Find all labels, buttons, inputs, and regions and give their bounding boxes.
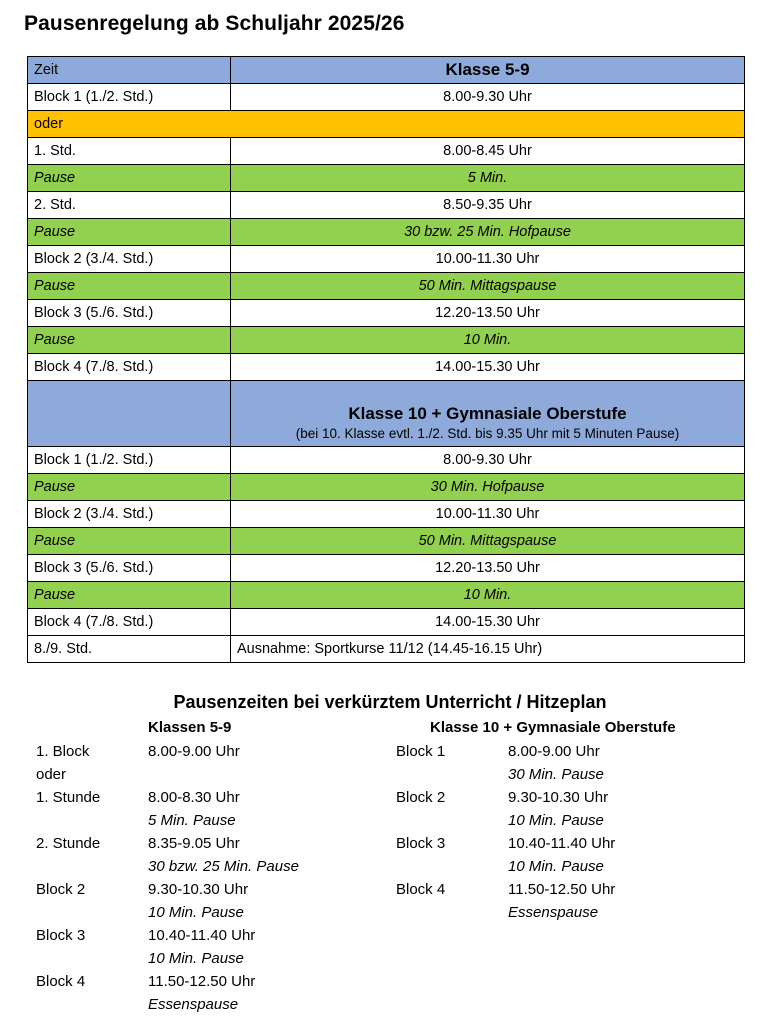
oder-row xyxy=(28,111,745,138)
short-row-label: Block 4 xyxy=(396,881,446,898)
short-row-label: Block 2 xyxy=(36,881,86,898)
short-row-time: 10.40-11.40 Uhr xyxy=(508,835,616,852)
pause-row xyxy=(28,273,745,300)
table-row xyxy=(28,300,745,327)
table-header-row-2 xyxy=(28,381,745,447)
row-value: 10 Min. xyxy=(231,582,745,609)
header-klasse-10: Klasse 10 + Gymnasiale Oberstufe xyxy=(348,404,627,423)
short-schedule-row xyxy=(36,786,366,809)
short-row-label: Block 1 xyxy=(396,743,446,760)
short-schedule-row xyxy=(36,809,366,832)
table-row xyxy=(28,609,745,636)
pause-row xyxy=(28,582,745,609)
short-schedule-right xyxy=(396,740,736,924)
short-row-label: 2. Stunde xyxy=(36,835,101,852)
short-schedule-row xyxy=(396,832,736,855)
short-right-heading: Klasse 10 + Gymnasiale Oberstufe xyxy=(430,719,676,736)
pause-row xyxy=(28,165,745,192)
short-row-time: 8.00-9.00 Uhr xyxy=(148,743,240,760)
short-row-label: 1. Block xyxy=(36,743,90,760)
table-row xyxy=(28,192,745,219)
row-value: 8.00-9.30 Uhr xyxy=(231,84,745,111)
page-title: Pausenregelung ab Schuljahr 2025/26 xyxy=(24,12,405,35)
short-row-label: Block 3 xyxy=(396,835,446,852)
row-label: Block 3 (5./6. Std.) xyxy=(28,300,231,327)
short-row-note: 30 Min. Pause xyxy=(508,766,604,783)
short-left-heading: Klassen 5-9 xyxy=(148,719,232,736)
short-row-note: 10 Min. Pause xyxy=(148,950,244,967)
row-value: 5 Min. xyxy=(231,165,745,192)
row-value: 12.20-13.50 Uhr xyxy=(231,555,745,582)
row-value: 50 Min. Mittagspause xyxy=(231,273,745,300)
table-row xyxy=(28,246,745,273)
short-schedule-row xyxy=(36,763,366,786)
row-label: Block 4 (7./8. Std.) xyxy=(28,609,231,636)
short-schedule-row xyxy=(36,855,366,878)
short-schedule-row xyxy=(36,878,366,901)
short-schedule-row xyxy=(396,740,736,763)
table-row xyxy=(28,555,745,582)
short-row-label: Block 4 xyxy=(36,973,86,990)
short-row-time: 11.50-12.50 Uhr xyxy=(148,973,256,990)
row-value: Ausnahme: Sportkurse 11/12 (14.45-16.15 Uhr) xyxy=(231,636,745,663)
row-value: 50 Min. Mittagspause xyxy=(231,528,745,555)
short-schedule-row xyxy=(396,763,736,786)
table-row xyxy=(28,636,745,663)
short-row-note: 10 Min. Pause xyxy=(508,858,604,875)
row-label: Pause xyxy=(28,273,231,300)
header2-cell xyxy=(231,381,745,447)
short-schedule-row xyxy=(396,809,736,832)
pause-row xyxy=(28,474,745,501)
short-row-time: 9.30-10.30 Uhr xyxy=(148,881,249,898)
row-value: 14.00-15.30 Uhr xyxy=(231,609,745,636)
row-value: 10 Min. xyxy=(231,327,745,354)
pause-row xyxy=(28,219,745,246)
short-schedule-left xyxy=(36,740,366,1016)
table-row xyxy=(28,84,745,111)
short-row-label: 1. Stunde xyxy=(36,789,101,806)
table-row xyxy=(28,138,745,165)
short-schedule-row xyxy=(36,832,366,855)
row-value: 8.00-8.45 Uhr xyxy=(231,138,745,165)
short-row-time: 8.00-9.00 Uhr xyxy=(508,743,600,760)
table-header-row xyxy=(28,57,745,84)
short-row-note: 5 Min. Pause xyxy=(148,812,236,829)
header-klasse-10-subtitle: (bei 10. Klasse evtl. 1./2. Std. bis 9.35 Uhr mit 5 Minuten Pause) xyxy=(295,426,680,441)
oder-cell: oder xyxy=(28,111,745,138)
short-schedule-row xyxy=(396,786,736,809)
row-value: 10.00-11.30 Uhr xyxy=(231,246,745,273)
short-schedule-row xyxy=(36,993,366,1016)
short-row-time: 11.50-12.50 Uhr xyxy=(508,881,616,898)
short-row-note: Essenspause xyxy=(508,904,599,921)
short-row-time: 8.00-8.30 Uhr xyxy=(148,789,240,806)
short-row-note: 10 Min. Pause xyxy=(508,812,604,829)
short-row-label: Block 3 xyxy=(36,927,86,944)
header-klasse-5-9: Klasse 5-9 xyxy=(231,57,745,84)
row-label: Block 1 (1./2. Std.) xyxy=(28,447,231,474)
row-value: 8.50-9.35 Uhr xyxy=(231,192,745,219)
short-schedule-row xyxy=(36,924,366,947)
row-value: 30 Min. Hofpause xyxy=(231,474,745,501)
row-label: Block 2 (3./4. Std.) xyxy=(28,246,231,273)
row-label: Pause xyxy=(28,474,231,501)
table-row xyxy=(28,447,745,474)
row-label: Pause xyxy=(28,327,231,354)
row-label: Pause xyxy=(28,165,231,192)
short-schedule-row xyxy=(396,901,736,924)
table-row xyxy=(28,501,745,528)
row-label: 2. Std. xyxy=(28,192,231,219)
table-row xyxy=(28,354,745,381)
short-row-note: 30 bzw. 25 Min. Pause xyxy=(148,858,299,875)
row-value: 30 bzw. 25 Min. Hofpause xyxy=(231,219,745,246)
row-label: Block 2 (3./4. Std.) xyxy=(28,501,231,528)
row-label: 1. Std. xyxy=(28,138,231,165)
row-value: 12.20-13.50 Uhr xyxy=(231,300,745,327)
short-schedule-row xyxy=(36,740,366,763)
short-row-label: oder xyxy=(36,766,67,783)
short-schedule-row xyxy=(396,855,736,878)
pause-row xyxy=(28,327,745,354)
pause-row xyxy=(28,528,745,555)
short-row-time: 9.30-10.30 Uhr xyxy=(508,789,609,806)
row-label: Block 4 (7./8. Std.) xyxy=(28,354,231,381)
row-label: Pause xyxy=(28,582,231,609)
short-row-label: Block 2 xyxy=(396,789,446,806)
short-row-note: 10 Min. Pause xyxy=(148,904,244,921)
row-label: Pause xyxy=(28,219,231,246)
short-schedule-row xyxy=(36,970,366,993)
row-value: 10.00-11.30 Uhr xyxy=(231,501,745,528)
short-row-time: 10.40-11.40 Uhr xyxy=(148,927,256,944)
short-schedule-row xyxy=(396,878,736,901)
row-label: Pause xyxy=(28,528,231,555)
header-zeit: Zeit xyxy=(28,57,231,84)
short-row-time: 8.35-9.05 Uhr xyxy=(148,835,240,852)
schedule-table xyxy=(27,56,745,663)
row-value: 8.00-9.30 Uhr xyxy=(231,447,745,474)
short-schedule-title: Pausenzeiten bei verkürztem Unterricht / Hitzeplan xyxy=(173,692,607,712)
short-row-note: Essenspause xyxy=(148,996,239,1013)
row-label: Block 3 (5./6. Std.) xyxy=(28,555,231,582)
short-schedule-row xyxy=(36,947,366,970)
short-schedule-row xyxy=(36,901,366,924)
row-label: 8./9. Std. xyxy=(28,636,231,663)
row-label: Block 1 (1./2. Std.) xyxy=(28,84,231,111)
header2-empty xyxy=(28,381,231,447)
row-value: 14.00-15.30 Uhr xyxy=(231,354,745,381)
